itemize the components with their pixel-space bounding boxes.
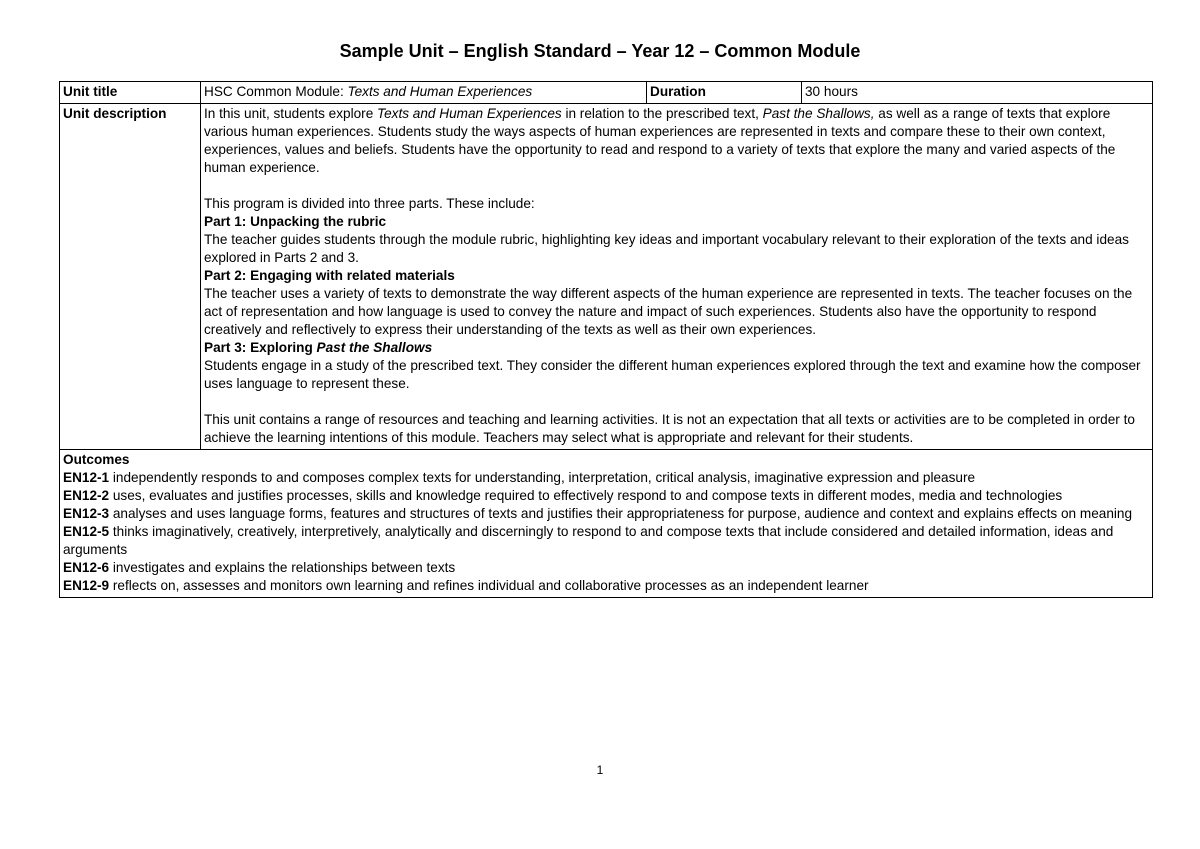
outcome-text: reflects on, assesses and monitors own learning and refines individual and collaborative processes as an independent learner — [109, 578, 869, 593]
unit-description-row — [60, 104, 1153, 450]
outcome-item — [63, 577, 1149, 595]
outcome-code: EN12-2 — [63, 488, 110, 503]
intro-text-3: as well as a range of texts that explore various human experiences. Students study the ways aspects of human experiences are represented in texts and compare these to their own context, experiences, values and beliefs. Students have the opportunity to read and respond to a variety of texts that explore the many and varied aspects of the human experience. — [204, 106, 1116, 175]
outcome-text: uses, evaluates and justifies processes, skills and knowledge required to effectively respond to and compose texts in different modes, media and technologies — [109, 488, 1063, 503]
part2-heading: Part 2: Engaging with related materials — [204, 268, 455, 283]
unit-description-content — [201, 104, 1153, 450]
outcome-code: EN12-3 — [63, 506, 110, 521]
unit-title-label: Unit title — [60, 82, 201, 104]
outcome-item — [63, 505, 1149, 523]
outcome-code: EN12-1 — [63, 470, 110, 485]
outcome-item — [63, 487, 1149, 505]
outcome-text: thinks imaginatively, creatively, interpretively, analytically and discerningly to respond to and compose texts that include considered and detailed information, ideas and arguments — [63, 524, 1114, 557]
part1-heading: Part 1: Unpacking the rubric — [204, 214, 387, 229]
closing-paragraph: This unit contains a range of resources and teaching and learning activities. It is not an expectation that all texts or activities are to be completed in order to achieve the learning intentions of this module. Teachers may select what is appropriate and relevant for their students. — [204, 412, 1135, 445]
intro-italic-2: Past the Shallows, — [762, 106, 875, 121]
outcomes-row — [60, 450, 1153, 598]
outcome-item — [63, 559, 1149, 577]
outcome-item — [63, 523, 1149, 559]
outcomes-content — [60, 450, 1153, 598]
part3-heading-italic: Past the Shallows — [316, 340, 433, 355]
outcome-code: EN12-6 — [63, 560, 110, 575]
part3-heading-prefix: Part 3: Exploring — [204, 340, 317, 355]
outcome-code: EN12-9 — [63, 578, 110, 593]
duration-label: Duration — [647, 82, 802, 104]
outcomes-label: Outcomes — [63, 452, 130, 467]
outcome-item — [63, 469, 1149, 487]
unit-table — [59, 81, 1153, 598]
outcome-text: analyses and uses language forms, features and structures of texts and justifies their appropriateness for purpose, audience and context and explains effects on meaning — [109, 506, 1133, 521]
intro-italic-1: Texts and Human Experiences — [377, 106, 562, 121]
outcome-code: EN12-5 — [63, 524, 110, 539]
unit-title-italic: Texts and Human Experiences — [347, 84, 533, 99]
unit-description-label: Unit description — [60, 104, 201, 450]
unit-title-row — [60, 82, 1153, 104]
part1-body: The teacher guides students through the module rubric, highlighting key ideas and important vocabulary relevant to their exploration of the texts and ideas explored in Parts 2 and 3. — [204, 232, 1129, 265]
part3-heading — [204, 339, 1149, 357]
part3-body: Students engage in a study of the prescribed text. They consider the different human experiences explored through the text and examine how the composer uses language to represent these. — [204, 358, 1141, 391]
unit-title-value — [201, 82, 647, 104]
intro-paragraph — [204, 105, 1149, 177]
outcome-text: investigates and explains the relationships between texts — [109, 560, 456, 575]
part2-body: The teacher uses a variety of texts to demonstrate the way different aspects of the human experience are represented in texts. The teacher focuses on the act of representation and how language is used to convey the nature and impact of such experiences. Students also have the opportunity to respond creatively and reflectively to express their understanding of the texts as well as their own experiences. — [204, 286, 1133, 337]
intro-text-2: in relation to the prescribed text, — [561, 106, 763, 121]
intro-text-1: In this unit, students explore — [204, 106, 378, 121]
outcome-text: independently responds to and composes complex texts for understanding, interpretation, critical analysis, imaginative expression and pleasure — [109, 470, 976, 485]
duration-value: 30 hours — [802, 82, 1153, 104]
document-title: Sample Unit – English Standard – Year 12 – Common Module — [339, 41, 861, 61]
unit-title-prefix: HSC Common Module: — [204, 84, 348, 99]
program-intro: This program is divided into three parts. These include: — [204, 196, 535, 211]
page-number: 1 — [596, 763, 604, 777]
